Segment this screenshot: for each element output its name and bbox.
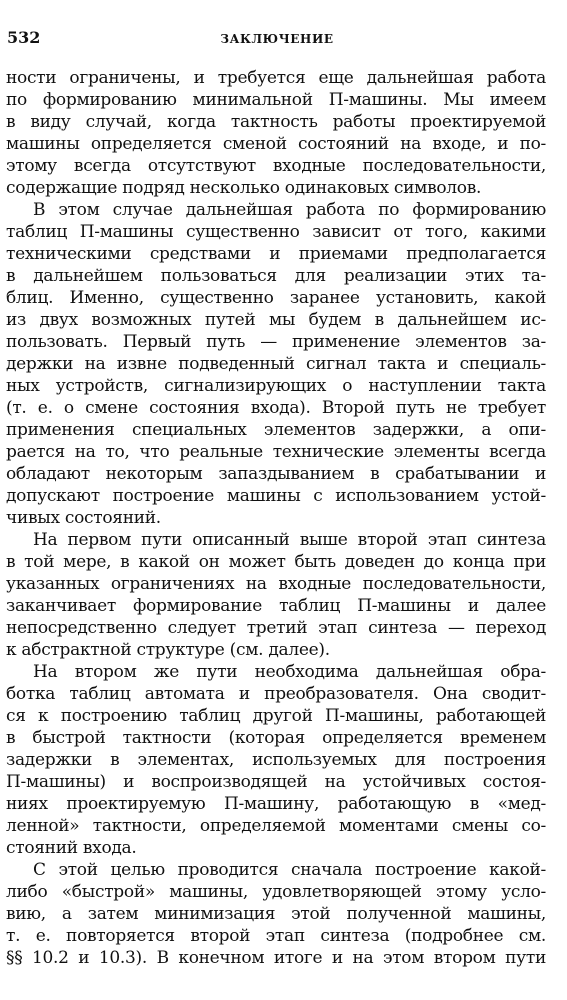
text-line: в той мере, в какой он может быть доведен до конца при bbox=[6, 552, 546, 572]
text-line: либо «быстрой» машины, удовлетворяющей этому усло- bbox=[6, 882, 546, 902]
text-line: стояний входа. bbox=[6, 838, 137, 858]
text-line: из двух возможных путей мы будем в дальнейшем ис- bbox=[6, 310, 546, 330]
text-line: непосредственно следует третий этап синтеза — переход bbox=[6, 618, 546, 638]
running-title: ЗАКЛЮЧЕНИЕ bbox=[220, 32, 334, 46]
text-line: таблиц П-машины существенно зависит от того, какими bbox=[6, 222, 546, 242]
text-line: На первом пути описанный выше второй этап синтеза bbox=[33, 530, 546, 550]
text-line: пользовать. Первый путь — применение элементов за- bbox=[6, 332, 546, 352]
text-line: П-машины) и воспроизводящей на устойчивых состоя- bbox=[6, 772, 546, 792]
body-text bbox=[6, 67, 546, 969]
text-line: ботка таблиц автомата и преобразователя. Она сводит- bbox=[6, 684, 546, 704]
text-line: в виду случай, когда тактность работы проектируемой bbox=[6, 112, 546, 132]
page-number: 532 bbox=[7, 28, 41, 47]
text-line: допускают построение машины с использованием устой- bbox=[6, 486, 546, 506]
paragraph bbox=[6, 859, 546, 969]
text-line: На втором же пути необходима дальнейшая обра- bbox=[33, 662, 546, 682]
paragraph bbox=[6, 67, 546, 199]
text-line: В этом случае дальнейшая работа по формированию bbox=[33, 200, 546, 220]
text-line: ниях проектируемую П-машину, работающую в «мед- bbox=[6, 794, 546, 814]
text-line: машины определяется сменой состояний на входе, и по- bbox=[6, 134, 546, 154]
paragraph bbox=[6, 529, 546, 661]
text-line: заканчивает формирование таблиц П-машины и далее bbox=[6, 596, 546, 616]
text-line: применения специальных элементов задержки, а опи- bbox=[6, 420, 546, 440]
paragraph bbox=[6, 199, 546, 529]
text-line: держки на извне подведенный сигнал такта и специаль- bbox=[6, 354, 546, 374]
text-line: обладают некоторым запаздыванием в срабатывании и bbox=[6, 464, 546, 484]
text-line: ности ограничены, и требуется еще дальнейшая работа bbox=[6, 68, 546, 88]
text-line: §§ 10.2 и 10.3). В конечном итоге и на этом втором пути bbox=[6, 948, 546, 968]
text-line: указанных ограничениях на входные последовательности, bbox=[6, 574, 546, 594]
text-line: этому всегда отсутствуют входные последовательности, bbox=[6, 156, 546, 176]
text-line: рается на то, что реальные технические элементы всегда bbox=[6, 442, 546, 462]
text-line: к абстрактной структуре (см. далее). bbox=[6, 640, 330, 660]
text-line: ся к построению таблиц другой П-машины, работающей bbox=[6, 706, 546, 726]
text-line: чивых состояний. bbox=[6, 508, 161, 528]
text-line: ных устройств, сигнализирующих о наступлении такта bbox=[6, 376, 546, 396]
text-line: задержки в элементах, используемых для построения bbox=[6, 750, 546, 770]
text-line: (т. е. о смене состояния входа). Второй путь не требует bbox=[6, 398, 546, 418]
text-line: в быстрой тактности (которая определяется временем bbox=[6, 728, 546, 748]
text-line: С этой целью проводится сначала построение какой- bbox=[33, 860, 546, 880]
text-line: содержащие подряд несколько одинаковых символов. bbox=[6, 178, 482, 198]
text-line: ленной» тактности, определяемой моментами смены со- bbox=[6, 816, 546, 836]
text-line: техническими средствами и приемами предполагается bbox=[6, 244, 546, 264]
page-header bbox=[7, 28, 547, 52]
paragraph bbox=[6, 661, 546, 859]
text-line: вию, а затем минимизация этой полученной машины, bbox=[6, 904, 546, 924]
text-line: в дальнейшем пользоваться для реализации этих та- bbox=[6, 266, 546, 286]
text-line: по формированию минимальной П-машины. Мы имеем bbox=[6, 90, 546, 110]
text-line: блиц. Именно, существенно заранее установить, какой bbox=[6, 288, 546, 308]
text-line: т. е. повторяется второй этап синтеза (подробнее см. bbox=[6, 926, 546, 946]
